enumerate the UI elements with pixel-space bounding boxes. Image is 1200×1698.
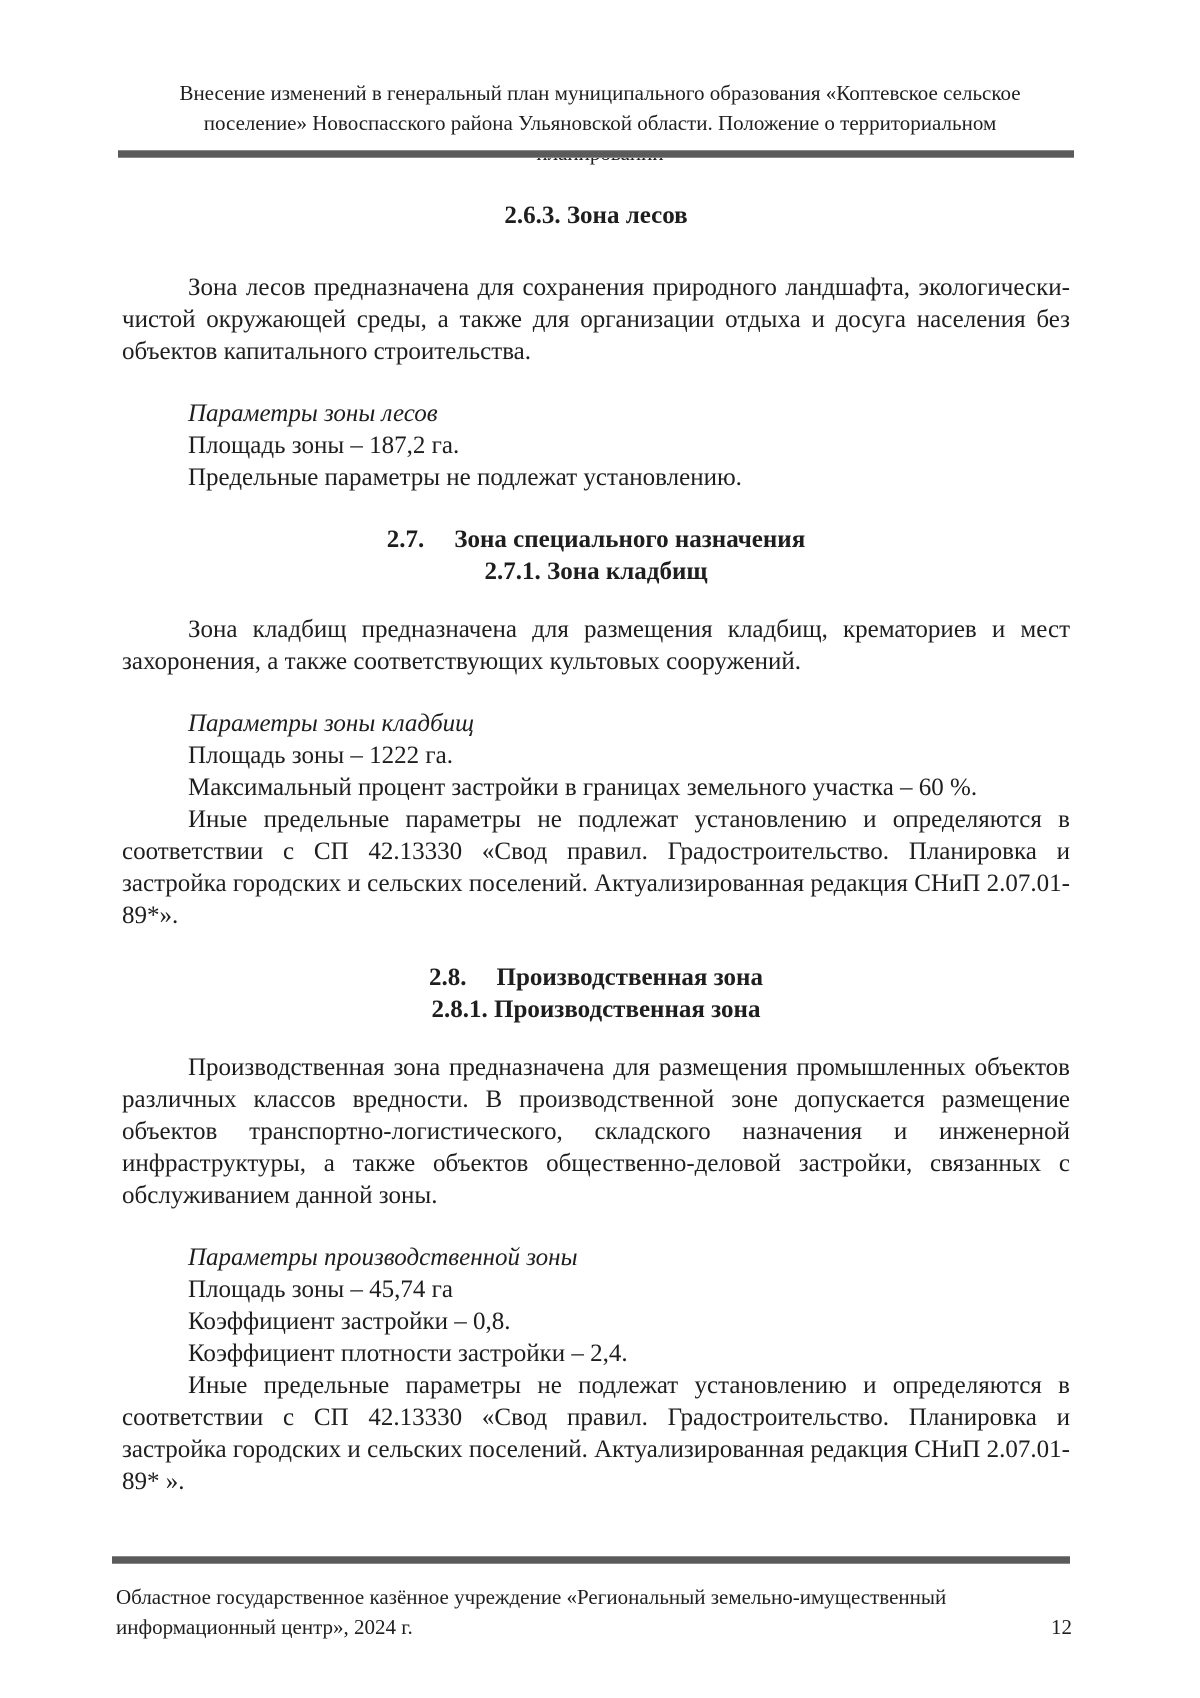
param-line: Площадь зоны – 1222 га.: [188, 742, 454, 769]
paragraph-industrial-closing: Иные предельные параметры не подлежат установлению и определяются в соответствии с СП 42.13330 «Свод правил. Градостроительство. Планировка и застройка городских и сельских поселений. Актуализированная редакция СНиП 2.07.01-89* ».: [122, 1372, 1070, 1495]
running-footer: Областное государственное казённое учреждение «Региональный земельно-имущественный информационный центр», 2024 г.: [116, 1585, 947, 1639]
section-number: 2.7.: [386, 526, 425, 553]
footer-rule: [112, 1556, 1070, 1564]
section-heading-2-6-3: 2.6.3. Зона лесов: [504, 202, 688, 229]
section-heading-2-8: [122, 962, 1070, 994]
param-line: Коэффициент плотности застройки – 2,4.: [188, 1340, 628, 1367]
param-line: Площадь зоны – 45,74 га: [188, 1276, 454, 1303]
section-title: Зона специального назначения: [454, 526, 806, 553]
paragraph-cemetery-closing: Иные предельные параметры не подлежат установлению и определяются в соответствии с СП 42.13330 «Свод правил. Градостроительство. Планировка и застройка городских и сельских поселений. Актуализированная редакция СНиП 2.07.01-89*».: [122, 806, 1070, 929]
param-line: Площадь зоны – 187,2 га.: [188, 432, 460, 459]
section-heading-2-8-1: 2.8.1. Производственная зона: [431, 996, 761, 1023]
section-title: Производственная зона: [496, 964, 763, 991]
paragraph-cemetery-zone: Зона кладбищ предназначена для размещения кладбищ, крематориев и мест захоронения, а также соответствующих культовых сооружений.: [122, 616, 1070, 675]
header-rule: [118, 150, 1074, 158]
param-line: Максимальный процент застройки в границах земельного участка – 60 %.: [188, 774, 978, 801]
paragraph-forest-zone: Зона лесов предназначена для сохранения природного ландшафта, экологически-чистой окружающей среды, а также для организации отдыха и досуга населения без объектов капитального строительства.: [122, 274, 1070, 365]
main-content: [122, 200, 1070, 1498]
section-heading-2-7: [122, 524, 1070, 556]
params-title-industrial: Параметры производственной зоны: [188, 1244, 578, 1271]
param-line: Предельные параметры не подлежат установлению.: [188, 464, 742, 491]
page-number: 12: [1051, 1615, 1072, 1639]
section-number: 2.8.: [429, 964, 467, 991]
section-heading-2-7-1: 2.7.1. Зона кладбищ: [484, 558, 708, 585]
param-line: Коэффициент застройки – 0,8.: [188, 1308, 511, 1335]
params-title-cemetery: Параметры зоны кладбищ: [188, 710, 475, 737]
paragraph-industrial-zone: Производственная зона предназначена для размещения промышленных объектов различных классов вредности. В производственной зоне допускается размещение объектов транспортно-логистического, складского назначения и инженерной инфраструктуры, а также объектов общественно-деловой застройки, связанных с обслуживанием данной зоны.: [122, 1054, 1070, 1209]
running-header: Внесение изменений в генеральный план муниципального образования «Коптевское сельское поселение» Новоспасского района Ульяновской области. Положение о территориальном: [179, 81, 1021, 135]
params-title-forest: Параметры зоны лесов: [188, 400, 438, 427]
